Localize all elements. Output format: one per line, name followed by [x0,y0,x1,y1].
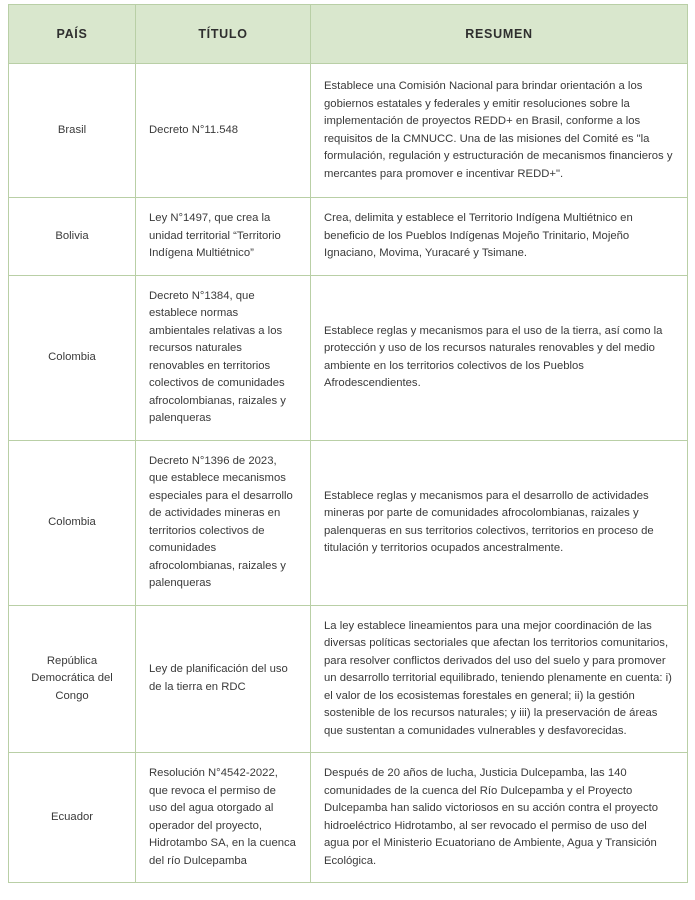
cell-titulo: Ley N°1497, que crea la unidad territorial “Territorio Indígena Multiétnico” [136,198,311,276]
table-header-row [9,5,688,64]
cell-titulo: Resolución N°4542-2022, que revoca el permiso de uso del agua otorgado al operador del proyecto, Hidrotambo SA, en la cuenca del río Dulcepamba [136,753,311,883]
table-row [9,605,688,753]
table-row [9,753,688,883]
cell-titulo: Ley de planificación del uso de la tierra en RDC [136,605,311,753]
table-body [9,64,688,883]
cell-resumen: Establece una Comisión Nacional para brindar orientación a los gobiernos estatales y federales y emitir resoluciones sobre la implementación de proyectos REDD+ en Brasil, conforme a los requisitos de la CMNUCC. Una de las misiones del Comité es "la formulación, regulación y estructuración de mecanismos financieros y mercantes para promover e incentivar REDD+". [311,64,688,198]
table-row [9,275,688,440]
cell-titulo: Decreto N°1396 de 2023, que establece mecanismos especiales para el desarrollo de actividades mineras en territorios colectivos de comunidades afrocolombianas, raizales y palenqueras [136,440,311,605]
table-header [9,5,688,64]
table-row [9,440,688,605]
cell-pais: Ecuador [9,753,136,883]
column-header-pais: PAÍS [9,5,136,64]
cell-resumen: Crea, delimita y establece el Territorio Indígena Multiétnico en beneficio de los Pueblos Indígenas Mojeño Trinitario, Mojeño Ignaciano, Movima, Yuracaré y Tsimane. [311,198,688,276]
cell-pais: Colombia [9,275,136,440]
cell-resumen: Establece reglas y mecanismos para el desarrollo de actividades mineras por parte de comunidades afrocolombianas, raizales y palenqueras en sus territorios colectivos, territorios en proceso de titulación y territorios ocupados ancestralmente. [311,440,688,605]
cell-resumen: Después de 20 años de lucha, Justicia Dulcepamba, las 140 comunidades de la cuenca del Río Dulcepamba y el Proyecto Dulcepamba han salido victoriosos en su acción contra el proyecto hidroeléctrico Hidrotambo, al ser revocado el permiso de uso del agua por el Ministerio Ecuatoriano de Ambiente, Agua y Transición Ecológica. [311,753,688,883]
cell-pais: Brasil [9,64,136,198]
cell-titulo: Decreto N°1384, que establece normas ambientales relativas a los recursos naturales renovables en territorios colectivos de comunidades afrocolombianas, raizales y palenqueras [136,275,311,440]
cell-resumen: La ley establece lineamientos para una mejor coordinación de las diversas políticas sectoriales que afectan los territorios comunitarios, para resolver conflictos derivados del uso del suelo y para promover un desarrollo territorial equilibrado, teniendo plenamente en cuenta: i) el valor de los ecosistemas forestales en general; ii) la gestión sostenible de los recursos naturales; y iii) la preservación de áreas que sustentan a comunidades vulnerables y desfavorecidas. [311,605,688,753]
column-header-titulo: TÍTULO [136,5,311,64]
table-row [9,64,688,198]
cell-titulo: Decreto N°11.548 [136,64,311,198]
cell-resumen: Establece reglas y mecanismos para el uso de la tierra, así como la protección y uso de los recursos naturales renovables y del medio ambiente en los territorios colectivos de los Pueblos Afrodescendientes. [311,275,688,440]
cell-pais: República Democrática del Congo [9,605,136,753]
legislation-table [8,4,688,883]
table-row [9,198,688,276]
cell-pais: Bolivia [9,198,136,276]
column-header-resumen: RESUMEN [311,5,688,64]
cell-pais: Colombia [9,440,136,605]
